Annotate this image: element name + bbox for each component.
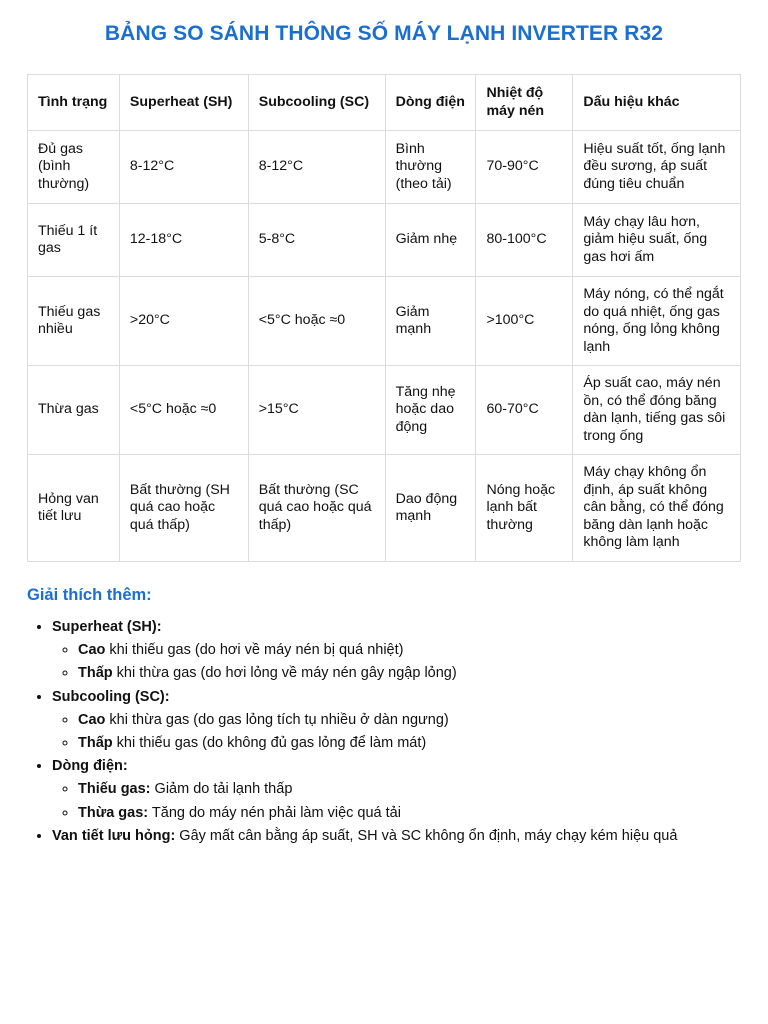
cell-superheat: Bất thường (SH quá cao hoặc quá thấp) bbox=[119, 455, 248, 562]
subcooling-label: Subcooling (SC): bbox=[52, 688, 170, 705]
page-title: BẢNG SO SÁNH THÔNG SỐ MÁY LẠNH INVERTER R32 bbox=[104, 22, 664, 45]
list-item bbox=[78, 732, 768, 755]
cell-current: Dao động mạnh bbox=[385, 455, 476, 562]
list-item-superheat bbox=[52, 616, 768, 686]
subcooling-sublist bbox=[52, 709, 768, 755]
header-subcooling: Subcooling (SC) bbox=[248, 75, 385, 131]
table-row bbox=[28, 455, 741, 562]
cell-current: Bình thường (theo tải) bbox=[385, 131, 476, 204]
current-high-label: Thừa gas: bbox=[78, 804, 149, 821]
list-item-current bbox=[52, 755, 768, 825]
current-low-text: Giảm do tải lạnh thấp bbox=[150, 781, 293, 798]
sc-low-text: khi thiếu gas (do không đủ gas lỏng để làm mát) bbox=[112, 735, 427, 752]
current-high-text: Tăng do máy nén phải làm việc quá tải bbox=[148, 804, 401, 821]
cell-superheat: 8-12°C bbox=[119, 131, 248, 204]
table-header-row bbox=[28, 75, 741, 131]
list-item bbox=[78, 709, 768, 732]
cell-condition: Thiếu 1 ít gas bbox=[28, 204, 120, 277]
cell-other-signs: Máy chạy lâu hơn, giảm hiệu suất, ống gas hơi ấm bbox=[573, 204, 741, 277]
cell-other-signs: Máy nóng, có thể ngắt do quá nhiệt, ống gas nóng, ống lỏng không lạnh bbox=[573, 277, 741, 366]
cell-condition: Đủ gas (bình thường) bbox=[28, 131, 120, 204]
cell-other-signs: Máy chạy không ổn định, áp suất không cân bằng, có thể đóng băng dàn lạnh hoặc không làm lạnh bbox=[573, 455, 741, 562]
list-item-valve bbox=[52, 825, 768, 848]
cell-superheat: 12-18°C bbox=[119, 204, 248, 277]
cell-condition: Hỏng van tiết lưu bbox=[28, 455, 120, 562]
comparison-table bbox=[27, 74, 741, 562]
sh-high-label: Cao bbox=[78, 642, 106, 659]
cell-compressor-temp: >100°C bbox=[476, 277, 573, 366]
header-tinh-trang: Tình trạng bbox=[28, 75, 120, 131]
sc-high-label: Cao bbox=[78, 711, 106, 728]
cell-compressor-temp: 70-90°C bbox=[476, 131, 573, 204]
cell-subcooling: >15°C bbox=[248, 366, 385, 455]
list-item bbox=[78, 802, 768, 825]
cell-other-signs: Áp suất cao, máy nén ồn, có thể đóng băng dàn lạnh, tiếng gas sôi trong ống bbox=[573, 366, 741, 455]
sc-high-text: khi thừa gas (do gas lỏng tích tụ nhiều ở dàn ngưng) bbox=[105, 711, 449, 728]
explain-heading: Giải thích thêm: bbox=[27, 586, 152, 604]
current-sublist bbox=[52, 778, 768, 824]
list-item bbox=[78, 639, 768, 662]
cell-condition: Thừa gas bbox=[28, 366, 120, 455]
cell-compressor-temp: Nóng hoặc lạnh bất thường bbox=[476, 455, 573, 562]
cell-superheat: <5°C hoặc ≈0 bbox=[119, 366, 248, 455]
list-item bbox=[78, 778, 768, 801]
cell-current: Giảm mạnh bbox=[385, 277, 476, 366]
table-row bbox=[28, 277, 741, 366]
header-nhiet-do: Nhiệt độ máy nén bbox=[476, 75, 573, 131]
valve-label: Van tiết lưu hỏng: bbox=[52, 827, 176, 844]
cell-other-signs: Hiệu suất tốt, ống lạnh đều sương, áp suất đúng tiêu chuẩn bbox=[573, 131, 741, 204]
cell-current: Giảm nhẹ bbox=[385, 204, 476, 277]
cell-current: Tăng nhẹ hoặc dao động bbox=[385, 366, 476, 455]
header-dong-dien: Dòng điện bbox=[385, 75, 476, 131]
header-superheat: Superheat (SH) bbox=[119, 75, 248, 131]
table-row bbox=[28, 131, 741, 204]
sh-high-text: khi thiếu gas (do hơi về máy nén bị quá nhiệt) bbox=[105, 642, 404, 659]
table-row bbox=[28, 204, 741, 277]
cell-subcooling: 5-8°C bbox=[248, 204, 385, 277]
cell-subcooling: Bất thường (SC quá cao hoặc quá thấp) bbox=[248, 455, 385, 562]
header-dau-hieu: Dấu hiệu khác bbox=[573, 75, 741, 131]
sc-low-label: Thấp bbox=[78, 735, 113, 752]
current-label: Dòng điện: bbox=[52, 758, 128, 775]
valve-text: Gây mất cân bằng áp suất, SH và SC không ổn định, máy chạy kém hiệu quả bbox=[175, 827, 678, 844]
table-row bbox=[28, 366, 741, 455]
list-item-subcooling bbox=[52, 686, 768, 756]
cell-compressor-temp: 80-100°C bbox=[476, 204, 573, 277]
sh-low-text: khi thừa gas (do hơi lỏng về máy nén gây ngập lỏng) bbox=[112, 665, 457, 682]
superheat-sublist bbox=[52, 639, 768, 685]
current-low-label: Thiếu gas: bbox=[78, 781, 151, 798]
list-item bbox=[78, 662, 768, 685]
cell-superheat: >20°C bbox=[119, 277, 248, 366]
cell-subcooling: <5°C hoặc ≈0 bbox=[248, 277, 385, 366]
cell-compressor-temp: 60-70°C bbox=[476, 366, 573, 455]
sh-low-label: Thấp bbox=[78, 665, 113, 682]
superheat-label: Superheat (SH): bbox=[52, 619, 162, 635]
cell-subcooling: 8-12°C bbox=[248, 131, 385, 204]
cell-condition: Thiếu gas nhiều bbox=[28, 277, 120, 366]
explain-list bbox=[27, 616, 768, 848]
